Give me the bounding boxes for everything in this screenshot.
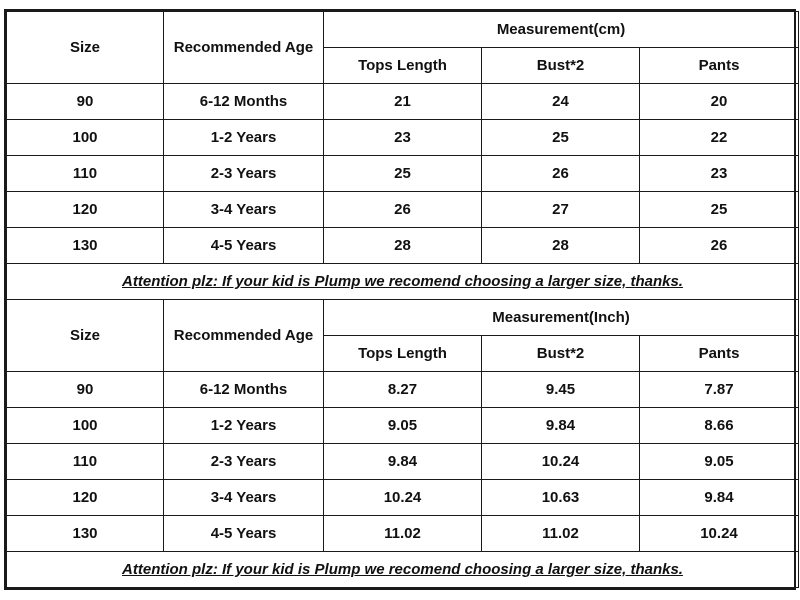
age-cell: 1-2 Years bbox=[164, 408, 324, 444]
pants-cell: 9.05 bbox=[640, 444, 799, 480]
pants-cell: 25 bbox=[640, 192, 799, 228]
tops-length-cell: 9.05 bbox=[324, 408, 482, 444]
age-cell: 2-3 Years bbox=[164, 156, 324, 192]
size-cell: 120 bbox=[7, 192, 164, 228]
size-header: Size bbox=[7, 12, 164, 84]
attention-note: Attention plz: If your kid is Plump we recomend choosing a larger size, thanks. bbox=[7, 264, 799, 300]
bust-cell: 24 bbox=[482, 84, 640, 120]
size-cell: 100 bbox=[7, 120, 164, 156]
age-cell: 3-4 Years bbox=[164, 192, 324, 228]
age-cell: 3-4 Years bbox=[164, 480, 324, 516]
pants-cell: 26 bbox=[640, 228, 799, 264]
table-row bbox=[7, 372, 799, 408]
tops-length-cell: 11.02 bbox=[324, 516, 482, 552]
size-cell: 130 bbox=[7, 516, 164, 552]
pants-header: Pants bbox=[640, 48, 799, 84]
size-table bbox=[6, 11, 799, 588]
tops-length-header: Tops Length bbox=[324, 48, 482, 84]
attention-row bbox=[7, 264, 799, 300]
cm-header-row bbox=[7, 12, 799, 48]
bust-cell: 26 bbox=[482, 156, 640, 192]
size-chart bbox=[4, 9, 796, 590]
size-cell: 110 bbox=[7, 444, 164, 480]
table-row bbox=[7, 228, 799, 264]
size-cell: 90 bbox=[7, 372, 164, 408]
tops-length-cell: 25 bbox=[324, 156, 482, 192]
pants-header: Pants bbox=[640, 336, 799, 372]
bust-cell: 9.45 bbox=[482, 372, 640, 408]
bust-cell: 11.02 bbox=[482, 516, 640, 552]
bust-cell: 10.63 bbox=[482, 480, 640, 516]
bust-header: Bust*2 bbox=[482, 336, 640, 372]
table-row bbox=[7, 120, 799, 156]
tops-length-cell: 26 bbox=[324, 192, 482, 228]
pants-cell: 8.66 bbox=[640, 408, 799, 444]
age-cell: 4-5 Years bbox=[164, 516, 324, 552]
bust-cell: 25 bbox=[482, 120, 640, 156]
table-row bbox=[7, 516, 799, 552]
measurement-header: Measurement(Inch) bbox=[324, 300, 799, 336]
tops-length-cell: 10.24 bbox=[324, 480, 482, 516]
table-row bbox=[7, 156, 799, 192]
pants-cell: 7.87 bbox=[640, 372, 799, 408]
tops-length-header: Tops Length bbox=[324, 336, 482, 372]
table-row bbox=[7, 480, 799, 516]
tops-length-cell: 9.84 bbox=[324, 444, 482, 480]
size-cell: 100 bbox=[7, 408, 164, 444]
bust-cell: 9.84 bbox=[482, 408, 640, 444]
bust-cell: 10.24 bbox=[482, 444, 640, 480]
age-cell: 1-2 Years bbox=[164, 120, 324, 156]
size-cell: 120 bbox=[7, 480, 164, 516]
size-cell: 110 bbox=[7, 156, 164, 192]
tops-length-cell: 8.27 bbox=[324, 372, 482, 408]
attention-row bbox=[7, 552, 799, 588]
age-header: Recommended Age bbox=[164, 12, 324, 84]
size-cell: 90 bbox=[7, 84, 164, 120]
size-cell: 130 bbox=[7, 228, 164, 264]
age-cell: 6-12 Months bbox=[164, 84, 324, 120]
measurement-header: Measurement(cm) bbox=[324, 12, 799, 48]
tops-length-cell: 21 bbox=[324, 84, 482, 120]
table-row bbox=[7, 444, 799, 480]
tops-length-cell: 23 bbox=[324, 120, 482, 156]
age-header: Recommended Age bbox=[164, 300, 324, 372]
tops-length-cell: 28 bbox=[324, 228, 482, 264]
age-cell: 6-12 Months bbox=[164, 372, 324, 408]
attention-note: Attention plz: If your kid is Plump we recomend choosing a larger size, thanks. bbox=[7, 552, 799, 588]
table-row bbox=[7, 408, 799, 444]
age-cell: 2-3 Years bbox=[164, 444, 324, 480]
bust-header: Bust*2 bbox=[482, 48, 640, 84]
pants-cell: 9.84 bbox=[640, 480, 799, 516]
pants-cell: 10.24 bbox=[640, 516, 799, 552]
pants-cell: 22 bbox=[640, 120, 799, 156]
inch-header-row bbox=[7, 300, 799, 336]
bust-cell: 28 bbox=[482, 228, 640, 264]
table-row bbox=[7, 84, 799, 120]
table-row bbox=[7, 192, 799, 228]
pants-cell: 23 bbox=[640, 156, 799, 192]
pants-cell: 20 bbox=[640, 84, 799, 120]
size-header: Size bbox=[7, 300, 164, 372]
bust-cell: 27 bbox=[482, 192, 640, 228]
age-cell: 4-5 Years bbox=[164, 228, 324, 264]
